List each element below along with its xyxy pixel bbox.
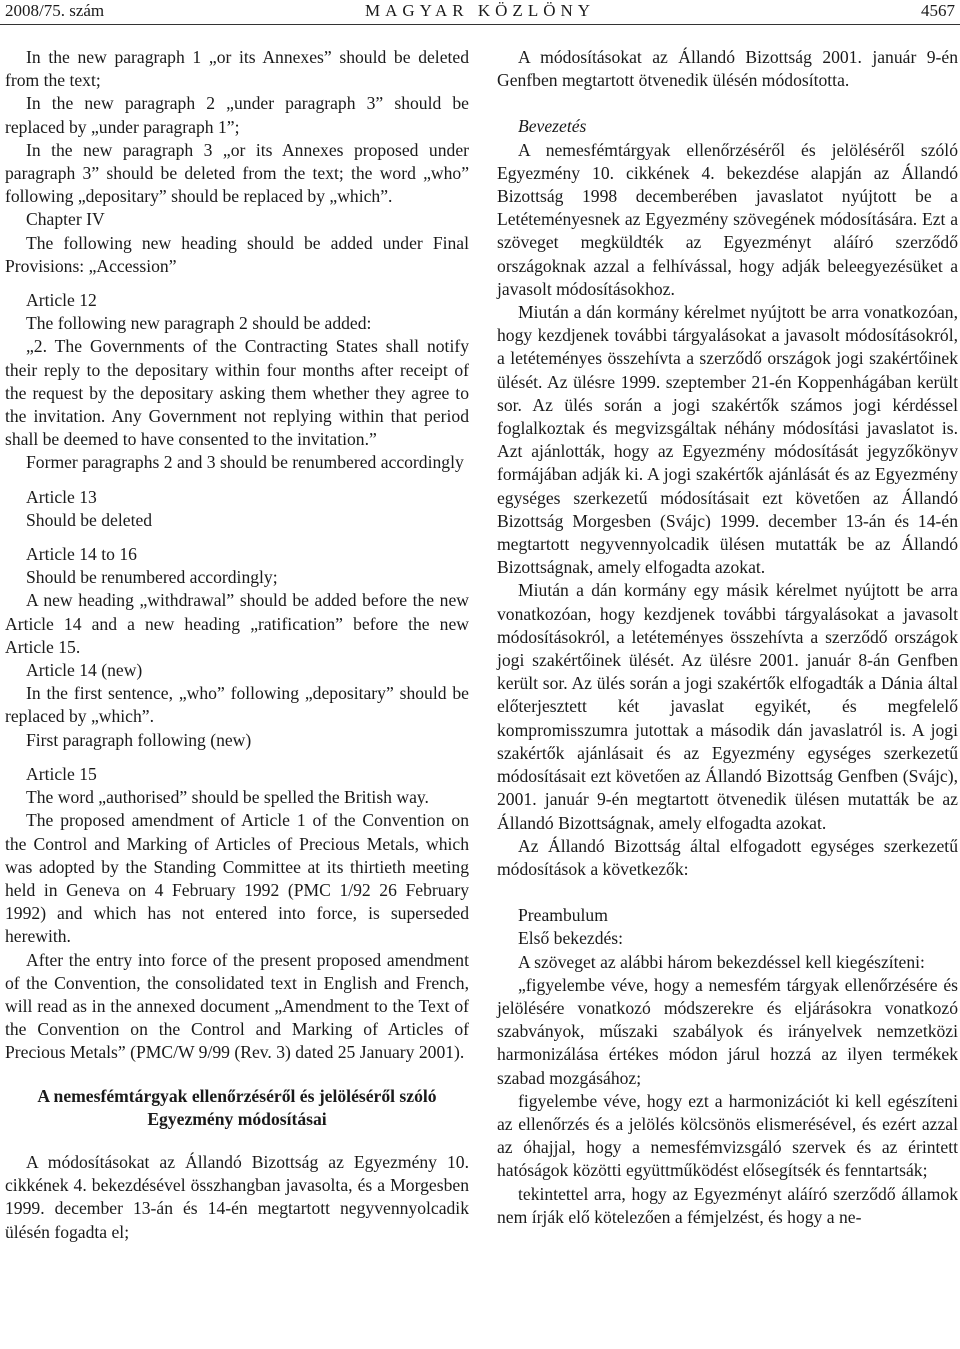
section-heading: Chapter IV — [26, 209, 105, 230]
paragraph: The proposed amendment of Article 1 of the Convention on the Control and Marking of Articles of Precious Metals, which was adopted by the Standing Committee at its thirtieth meeting held in Geneva on 4 February 1992 (PMC 1/92 26 February 1992) and which has not entered into force, is superseded herewith. — [5, 810, 469, 947]
paragraph: A new heading „withdrawal” should be added before the new Article 14 and a new heading „ratification” before the new Article 15. — [5, 590, 469, 657]
paragraph: Miután a dán kormány kérelmet nyújtott be arra vonatkozóan, hogy kezdjenek további tárgyalásokat a javasolt módosításokról, a letéteményes összehívta a szerződő országok jogi szakértőinek ülését. Az ülésre 1999. szeptember 21-én Koppenhágában került sor. Az ülés során a jogi szakértők számos jogi kérdéssel foglalkoztak és megvizsgáltak néhány módosítási javaslatot is. Azt ajánlották, hogy az Egyezmény módosítását jegyzőkönyv formájában adják ki. A jogi szakértők ajánlását és az Egyezmény egységes szerkezetű módosításait ezt követően az Állandó Bizottság Morgesben (Svájc) 1999. december 13-án és 14-én megtartott negyvennyolcadik ülésen mutatták be az Állandó Bizottságnak, amely elfogadta azokat. — [497, 302, 958, 578]
paragraph: A szöveget az alábbi három bekezdéssel kell kiegészíteni: — [518, 951, 925, 972]
section-heading: Bevezetés — [518, 116, 587, 137]
paragraph: figyelembe véve, hogy ezt a harmonizációt ki kell egészíteni az ellenőrzés és a jelölés kölcsönös elismerésével, és ezért azzal az óhajjal, hogy a nemesfémvizsgáló szervek és az érintett hatóságok közötti együttműködést elősegítsék és fenntartsák; — [497, 1090, 958, 1181]
paragraph: tekintettel arra, hogy az Egyezményt aláíró szerződő államok nem írják elő kötelezően a fémjelzést, és hogy a ne- — [497, 1183, 958, 1227]
page-header — [0, 0, 960, 24]
paragraph: First paragraph following (new) — [26, 729, 252, 750]
paragraph: A nemesfémtárgyak ellenőrzéséről és jelöléséről szóló Egyezmény 10. cikkének 4. bekezdése alapján az Állandó Bizottság 1998 decemberében javaslatot nyújtott be a Letéteményesnek az Egyezmény szövegének módosítására. Ezt a szöveget megküldték az Egyezményt aláíró szerződő országoknak azzal a felhívással, hogy adják beleegyezésüket a javasolt módosításokhoz. — [497, 139, 958, 299]
section-heading: Article 12 — [26, 290, 97, 311]
paragraph: The following new heading should be added under Final Provisions: „Accession” — [5, 232, 469, 276]
section-heading: Article 15 — [26, 763, 97, 784]
paragraph: Miután a dán kormány egy másik kérelmet nyújtott be arra vonatkozóan, hogy kezdjenek további tárgyalásokat a javasolt módosításokról, a letéteményes összehívta a szerződő országok jogi szakértőinek ülését. Az ülésre 2001. január 8-án Genfben került sor. Az ülés során a jogi szakértők elfogadták a Dánia által előterjesztett két javaslat egyikét, és megfelelő kompromisszumra jutottak a második dán javaslatról is. A jogi szakértők ajánlásait és az Egyezmény egységes szerkezetű módosításait ezt követően az Állandó Bizottság Genfben (Svájc), 2001. január 9-én megtartott ötvenedik ülésen mutatták be az Állandó Bizottságnak, amely elfogadta azokat. — [497, 580, 958, 833]
paragraph: In the first sentence, „who” following „depositary” should be replaced by „which”. — [5, 683, 469, 727]
paragraph: Should be deleted — [26, 509, 153, 530]
paragraph: The following new paragraph 2 should be added: — [26, 313, 372, 334]
paragraph: „figyelembe véve, hogy a nemesfém tárgyak ellenőrzésére és jelölésére vonatkozó módszerekre és eljárásokra vonatkozó szabványok, műszaki szabályok és irányelvek nemzetközi harmonizálása értékes módon járul hozzá az ilyen termékek szabad mozgásához; — [497, 974, 958, 1088]
section-heading: Article 14 (new) — [26, 660, 143, 681]
paragraph: In the new paragraph 2 „under paragraph 3” should be replaced by „under paragraph 1”; — [5, 93, 469, 137]
paragraph: Az Állandó Bizottság által elfogadott egységes szerkezetű módosítások a következők: — [497, 835, 958, 879]
paragraph: The word „authorised” should be spelled the British way. — [26, 787, 429, 808]
section-heading: Article 14 to 16 — [26, 544, 137, 565]
issue-number: 2008/75. szám — [5, 1, 105, 20]
document-title: A nemesfémtárgyak ellenőrzéséről és jelöléséről szóló Egyezmény módosításai — [37, 1085, 437, 1129]
paragraph: Első bekezdés: — [518, 928, 624, 949]
page-number: 4567 — [921, 1, 955, 20]
paragraph: In the new paragraph 3 „or its Annexes proposed under paragraph 3” should be deleted from the text; the word „who” following „depositary” should be replaced by „which”. — [5, 139, 469, 207]
paragraph: A módosításokat az Állandó Bizottság az Egyezmény 10. cikkének 4. bekezdésével összhangban javasolta, és a Morgesben 1999. december 13-án és 14-én megtartott negyvennyolcadik ülésén fogadta el; — [5, 1151, 469, 1242]
right-column — [497, 46, 958, 1229]
journal-title: MAGYAR KÖZLÖNY — [364, 1, 596, 20]
header-rule — [0, 24, 960, 25]
paragraph: A módosításokat az Állandó Bizottság 2001. január 9-én Genfben megtartott ötvenedik ülésén módosította. — [497, 47, 958, 91]
section-heading: Preambulum — [518, 905, 608, 926]
paragraph: In the new paragraph 1 „or its Annexes” should be deleted from the text; — [5, 47, 469, 91]
section-heading: Article 13 — [26, 486, 97, 507]
paragraph: „2. The Governments of the Contracting States shall notify their reply to the depositary within four months after receipt of the request by the depositary asking them whether they agree to the invitation. Any Government not replying within that period shall be deemed to have consented to the invitation.” — [5, 336, 469, 450]
left-column — [5, 46, 469, 1244]
paragraph: Former paragraphs 2 and 3 should be renumbered accordingly — [26, 452, 464, 473]
paragraph: Should be renumbered accordingly; — [26, 567, 278, 588]
paragraph: After the entry into force of the present proposed amendment of the Convention, the consolidated text in English and French, will read as in the annexed document „Amendment to the Text of the Convention on the Control and Marking of Articles of Precious Metals” (PMC/W 9/99 (Rev. 3) dated 25 January 2001). — [5, 949, 469, 1063]
